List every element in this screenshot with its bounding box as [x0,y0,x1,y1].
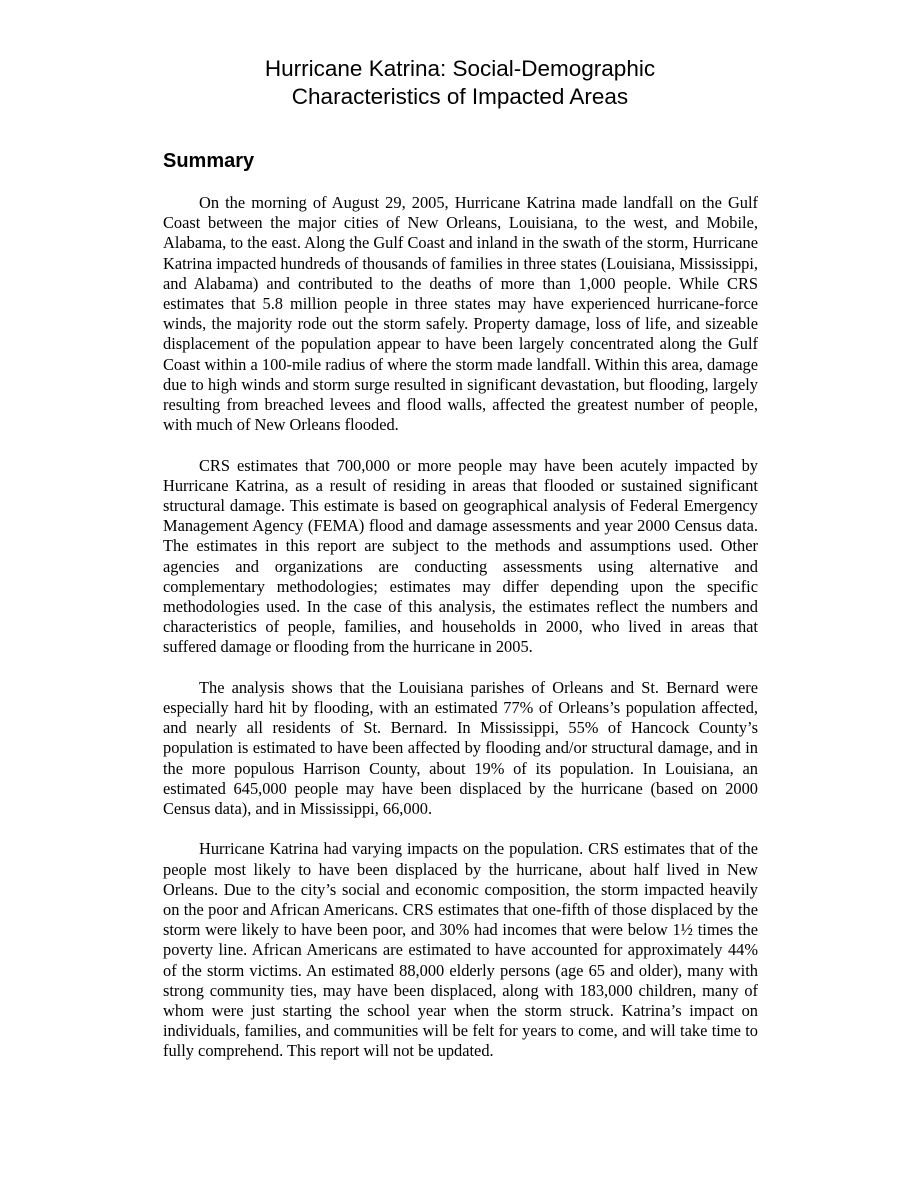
summary-paragraph-1: On the morning of August 29, 2005, Hurricane Katrina made landfall on the Gulf Coast between the major cities of New Orleans, Louisiana, to the west, and Mobile, Alabama, to the east. Along the Gulf Coast and inland in the swath of the storm, Hurricane Katrina impacted hundreds of thousands of families in three states (Louisiana, Mississippi, and Alabama) and contributed to the deaths of more than 1,000 people. While CRS estimates that 5.8 million people in three states may have experienced hurricane-force winds, the majority rode out the storm safely. Property damage, loss of life, and sizeable displacement of the population appear to have been largely concentrated along the Gulf Coast within a 100-mile radius of where the storm made landfall. Within this area, damage due to high winds and storm surge resulted in significant devastation, but flooding, largely resulting from breached levees and flood walls, affected the greatest number of people, with much of New Orleans flooded. [163,193,758,435]
summary-paragraph-4: Hurricane Katrina had varying impacts on the population. CRS estimates that of the people most likely to have been displaced by the hurricane, about half lived in New Orleans. Due to the city’s social and economic composition, the storm impacted heavily on the poor and African Americans. CRS estimates that one-fifth of those displaced by the storm were likely to have been poor, and 30% had incomes that were below 1½ times the poverty line. African Americans are estimated to have accounted for approximately 44% of the storm victims. An estimated 88,000 elderly persons (age 65 and older), many with strong community ties, may have been displaced, along with 183,000 children, many of whom were just starting the school year when the storm struck. Katrina’s impact on individuals, families, and communities will be felt for years to come, and will take time to fully comprehend. This report will not be updated. [163,839,758,1061]
section-heading-summary: Summary [163,150,255,172]
title-line-1: Hurricane Katrina: Social-Demographic [264,56,656,81]
summary-body [163,193,758,1082]
title-line-2: Characteristics of Impacted Areas [291,84,629,109]
summary-paragraph-3: The analysis shows that the Louisiana parishes of Orleans and St. Bernard were especially hard hit by flooding, with an estimated 77% of Orleans’s population affected, and nearly all residents of St. Bernard. In Mississippi, 55% of Hancock County’s population is estimated to have been affected by flooding and/or structural damage, and in the more populous Harrison County, about 19% of its population. In Louisiana, an estimated 645,000 people may have been displaced by the hurricane (based on 2000 Census data), and in Mississippi, 66,000. [163,677,758,819]
document-title [160,55,760,111]
summary-paragraph-2: CRS estimates that 700,000 or more people may have been acutely impacted by Hurricane Katrina, as a result of residing in areas that flooded or sustained significant structural damage. This estimate is based on geographical analysis of Federal Emergency Management Agency (FEMA) flood and damage assessments and year 2000 Census data. The estimates in this report are subject to the methods and assumptions used. Other agencies and organizations are conducting assessments using alternative and complementary methodologies; estimates may differ depending upon the specific methodologies used. In the case of this analysis, the estimates reflect the numbers and characteristics of people, families, and households in 2000, who lived in areas that suffered damage or flooding from the hurricane in 2005. [163,455,758,657]
